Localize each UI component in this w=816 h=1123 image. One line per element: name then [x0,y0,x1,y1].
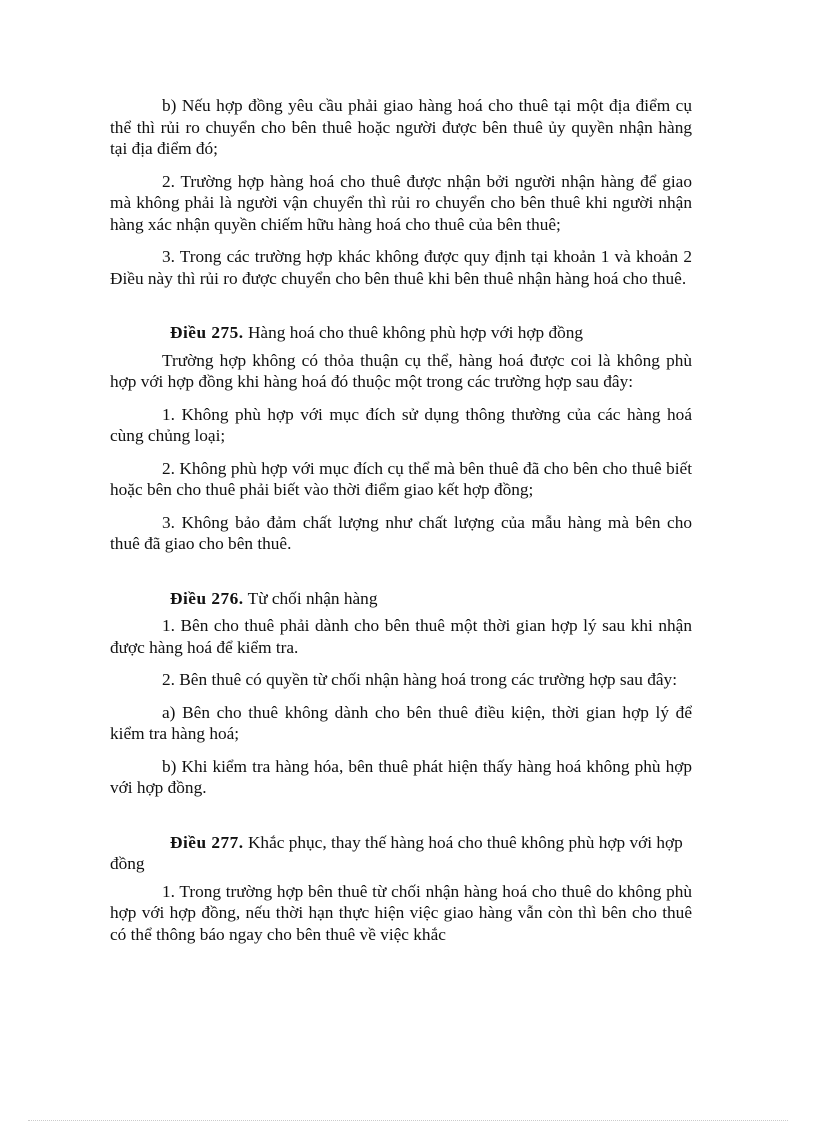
paragraph: 3. Không bảo đảm chất lượng như chất lượng của mẫu hàng mà bên cho thuê đã giao cho bên thuê. [110,512,692,553]
paragraph: 1. Không phù hợp với mục đích sử dụng thông thường của các hàng hoá cùng chủng loại; [110,404,692,445]
paragraph: 2. Bên thuê có quyền từ chối nhận hàng hoá trong các trường hợp sau đây: [162,670,677,689]
paragraph: Trường hợp không có thỏa thuận cụ thể, hàng hoá được coi là không phù hợp với hợp đồng khi hàng hoá đó thuộc một trong các trường hợp sau đây: [110,350,692,391]
document-page [110,95,692,956]
paragraph: 2. Không phù hợp với mục đích cụ thể mà bên thuê đã cho bên cho thuê biết hoặc bên cho thuê phải biết vào thời điểm giao kết hợp đồng; [110,458,692,499]
paragraph: 2. Trường hợp hàng hoá cho thuê được nhận bởi người nhận hàng để giao mà không phải là người vận chuyển thì rủi ro chuyển cho bên thuê khi người nhận hàng xác nhận quyền chiếm hữu hàng hoá cho thuê của bên thuê; [110,171,692,234]
article-275 [110,322,692,555]
article-title: Từ chối nhận hàng [243,588,378,608]
article-heading [110,322,692,344]
paragraph: a) Bên cho thuê không dành cho bên thuê điều kiện, thời gian hợp lý để kiểm tra hàng hoá; [110,702,692,743]
article-number: Điều 277. [170,832,244,852]
paragraph: 1. Trong trường hợp bên thuê từ chối nhận hàng hoá cho thuê do không phù hợp với hợp đồng, nếu thời hạn thực hiện việc giao hàng vẫn còn thì bên cho thuê có thể thông báo ngay cho bên thuê về việc khắc [110,881,692,944]
article-heading [110,832,692,875]
article-277 [110,832,692,946]
article-heading [110,588,692,610]
paragraph: b) Nếu hợp đồng yêu cầu phải giao hàng hoá cho thuê tại một địa điểm cụ thể thì rủi ro chuyển cho bên thuê hoặc người được bên thuê ủy quyền nhận hàng tại địa điểm đó; [110,96,692,158]
article-number: Điều 276. [170,588,244,608]
continuation-block [110,95,692,289]
paragraph: 1. Bên cho thuê phải dành cho bên thuê một thời gian hợp lý sau khi nhận được hàng hoá để kiểm tra. [110,616,692,657]
article-number: Điều 275. [170,323,244,342]
article-title: Khắc phục, thay thế hàng hoá cho thuê không phù hợp với hợp đồng [110,832,683,873]
paragraph: 3. Trong các trường hợp khác không được quy định tại khoản 1 và khoản 2 Điều này thì rủi ro được chuyển cho bên thuê khi bên thuê nhận hàng hoá cho thuê. [110,247,692,288]
article-276 [110,588,692,799]
article-title: Hàng hoá cho thuê không phù hợp với hợp đồng [243,323,584,342]
paragraph: b) Khi kiểm tra hàng hóa, bên thuê phát hiện thấy hàng hoá không phù hợp với hợp đồng. [110,756,692,797]
page-bottom-divider [28,1120,788,1121]
